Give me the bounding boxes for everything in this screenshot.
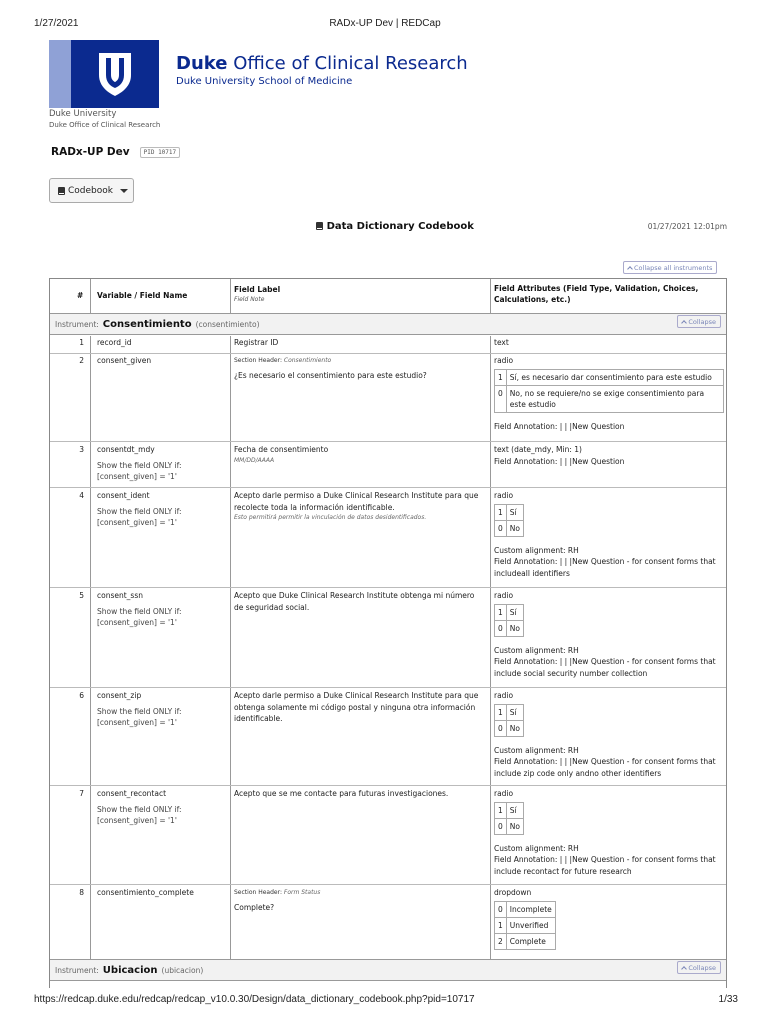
field-label-cell: [234, 490, 486, 522]
variable-name: consent_recontact: [97, 789, 167, 798]
logo-stripe: [49, 40, 71, 108]
field-attributes: [494, 490, 724, 579]
choices-table: 1 Sí 0 No: [494, 802, 524, 835]
variable-name: consent_given: [97, 356, 152, 365]
field-attributes: [494, 590, 724, 679]
field-label: Acepto darle permiso a Duke Clinical Research Institute para que obtenga solamente mi código postal y ninguna otra información identificable.: [234, 691, 479, 723]
institution: [49, 109, 160, 129]
variable-cell: [97, 444, 227, 483]
field-label: Acepto que se me contacte para futuras investigaciones.: [234, 789, 449, 798]
variable-name: record_id: [97, 338, 132, 347]
logo-brand: Duke: [176, 53, 228, 74]
collapse-label: Collapse: [688, 317, 716, 326]
row-num: 6: [79, 691, 84, 700]
branching-logic: Show the field ONLY if: [consent_given] = '1': [97, 804, 182, 825]
field-label: ¿Es necesario el consentimiento para este estudio?: [234, 370, 427, 380]
section-header: Section Header: Form Status: [234, 889, 321, 896]
instrument-header-consentimiento: [50, 313, 726, 335]
variable-name: consent_ssn: [97, 591, 143, 600]
variable-cell: [97, 788, 227, 827]
col-header-note: Field Note: [234, 296, 265, 303]
field-annotation: Field Annotation: | | |New Question - for consent forms that includeall identifiers: [494, 557, 716, 578]
field-label: Registrar ID: [234, 338, 279, 347]
field-type: dropdown: [494, 888, 532, 897]
field-annotation: Field Annotation: | | |New Question: [494, 421, 625, 431]
col-header-variable: Variable / Field Name: [97, 291, 188, 300]
field-attributes: [494, 690, 724, 779]
choices-table: 1 Sí, es necesario dar consentimiento para este estudio 0 No, no se requiere/no se exige consentimiento para este estudio: [494, 369, 724, 413]
field-attributes: [494, 355, 724, 432]
field-annotation: Field Annotation: | | |New Question - for consent forms that include social security number collection: [494, 657, 716, 678]
field-attributes: [494, 788, 724, 877]
field-type: radio: [494, 789, 514, 798]
logo-school: Duke University School of Medicine: [176, 76, 353, 87]
choices-table: 0 Incomplete 1 Unverified 2 Complete: [494, 901, 556, 950]
instrument-id: (ubicacion): [161, 965, 204, 975]
field-label: Acepto darle permiso a Duke Clinical Research Institute para que recolecte toda la información identificable.: [234, 491, 479, 512]
row-num: 7: [79, 789, 84, 798]
project-name: RADx-UP Dev: [51, 146, 130, 158]
variable-cell: [97, 690, 227, 729]
book-icon: [316, 222, 323, 230]
row-num: 4: [79, 491, 84, 500]
institution-dept: Duke Office of Clinical Research: [49, 121, 161, 129]
custom-alignment: Custom alignment: RH: [494, 843, 579, 853]
row-num: 5: [79, 591, 84, 600]
choices-table: 1 Sí 0 No: [494, 504, 524, 537]
field-note: MM/DD/AAAA: [234, 456, 275, 464]
custom-alignment: Custom alignment: RH: [494, 545, 579, 555]
field-type: radio: [494, 356, 514, 365]
print-title: RADx-UP Dev | REDCap: [329, 18, 441, 29]
custom-alignment: Custom alignment: RH: [494, 745, 579, 755]
choices-table: 1 Sí 0 No: [494, 704, 524, 737]
field-type: radio: [494, 491, 514, 500]
variable-name: consent_ident: [97, 491, 150, 500]
variable-cell: [97, 590, 227, 629]
chevron-up-icon: [682, 966, 688, 972]
field-type: radio: [494, 691, 514, 700]
instrument-label: Instrument:: [55, 319, 99, 329]
codebook-dropdown-button[interactable]: [49, 178, 134, 203]
chevron-up-icon: [682, 320, 688, 326]
branching-logic: Show the field ONLY if: [consent_given] = '1': [97, 706, 182, 727]
project-id-badge: PID 10717: [140, 147, 181, 158]
chevron-up-icon: [627, 266, 633, 272]
col-header-num: #: [77, 291, 84, 300]
row-num: 3: [79, 445, 84, 454]
field-type: text: [494, 338, 509, 347]
institution-name: Duke University: [49, 109, 117, 119]
variable-name: consentdt_mdy: [97, 445, 155, 454]
variable-name: consent_zip: [97, 691, 142, 700]
codebook-label: Codebook: [68, 185, 113, 196]
custom-alignment: Custom alignment: RH: [494, 645, 579, 655]
variable-cell: [97, 490, 227, 529]
duke-logo[interactable]: [49, 40, 159, 108]
choices-table: 1 Sí 0 No: [494, 604, 524, 637]
branching-logic: Show the field ONLY if: [consent_given] = '1': [97, 506, 182, 527]
field-label-cell: [234, 444, 484, 465]
field-attributes: [494, 444, 724, 467]
branching-logic: Show the field ONLY if: [consent_given] = '1': [97, 460, 182, 481]
duke-shield-icon: [71, 40, 159, 108]
print-date: 1/27/2021: [34, 18, 79, 29]
field-annotation: Field Annotation: | | |New Question - for consent forms that include recontact for future research: [494, 855, 716, 876]
logo-org: Office of Clinical Research: [233, 53, 468, 74]
collapse-all-button[interactable]: [623, 261, 717, 274]
col-header-attributes: Field Attributes (Field Type, Validation, Choices, Calculations, etc.): [494, 284, 699, 304]
collapse-all-label: Collapse all instruments: [634, 263, 713, 272]
row-num: 1: [79, 338, 84, 347]
field-attributes: [494, 887, 724, 950]
field-type: radio: [494, 591, 514, 600]
field-label: Complete?: [234, 902, 275, 912]
collapse-label: Collapse: [688, 963, 716, 972]
field-label-cell: [234, 887, 484, 913]
collapse-button[interactable]: [677, 315, 721, 328]
instrument-name: Consentimiento: [102, 318, 192, 330]
field-annotation: Field Annotation: | | |New Question: [494, 456, 625, 466]
variable-name: consentimiento_complete: [97, 888, 194, 897]
field-label: Fecha de consentimiento: [234, 445, 329, 454]
page-url: https://redcap.duke.edu/redcap/redcap_v10.0.30/Design/data_dictionary_codebook.php?pid=10717: [34, 994, 475, 1005]
row-num: 8: [79, 888, 84, 897]
branching-logic: Show the field ONLY if: [consent_given] = '1': [97, 606, 182, 627]
collapse-button[interactable]: [677, 961, 721, 974]
page-number: 1/33: [718, 994, 738, 1005]
field-note: Esto permitirá permitir la vinculación de datos desidentificados.: [234, 514, 427, 521]
col-header-label-text: Field Label: [234, 285, 281, 294]
instrument-id: (consentimiento): [195, 319, 260, 329]
section-header: Section Header: Consentimiento: [234, 357, 332, 364]
instrument-header-ubicacion: [50, 959, 726, 981]
field-annotation: Field Annotation: | | |New Question - for consent forms that include zip code only andno other identifiers: [494, 757, 716, 778]
print-header: [0, 18, 770, 32]
project-header: [51, 146, 180, 158]
caret-down-icon: [120, 189, 128, 193]
field-label-cell: [234, 355, 484, 381]
timestamp: 01/27/2021 12:01pm: [647, 222, 727, 231]
field-label: Acepto que Duke Clinical Research Institute obtenga mi número de seguridad social.: [234, 591, 475, 612]
row-num: 2: [79, 356, 84, 365]
logo-text: [176, 53, 468, 87]
book-icon: [58, 187, 65, 195]
codebook-table: [49, 278, 727, 988]
col-header-label: [234, 285, 280, 303]
instrument-label: Instrument:: [55, 965, 99, 975]
instrument-name: Ubicacion: [102, 964, 158, 976]
page-title-text: Data Dictionary Codebook: [326, 221, 474, 232]
field-type: text (date_mdy, Min: 1): [494, 445, 582, 454]
